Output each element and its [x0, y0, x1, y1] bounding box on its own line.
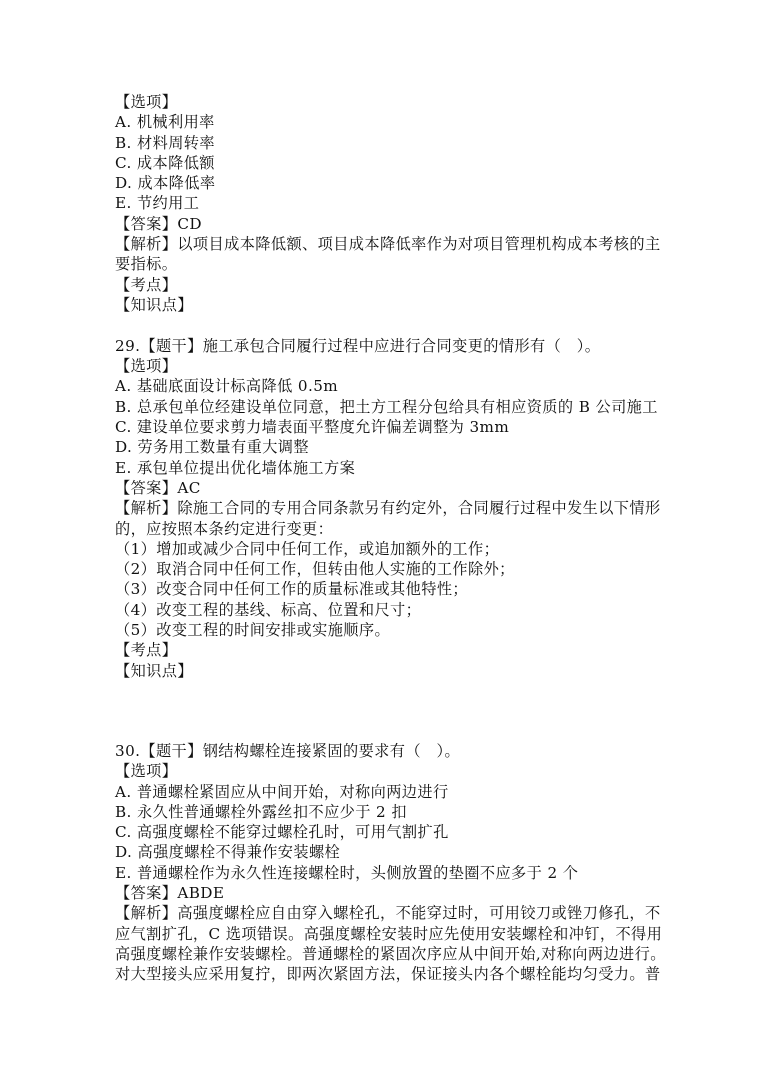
option-e: E. 承包单位提出优化墙体施工方案 — [115, 458, 356, 477]
analysis-line: （2）取消合同中任何工作，但转由他人实施的工作除外； — [115, 560, 515, 579]
option-e: E. 普通螺栓作为永久性连接螺栓时，头侧放置的垫圈不应多于 2 个 — [115, 863, 579, 882]
option-d: D. 成本降低率 — [115, 174, 216, 193]
option-c: C. 建设单位要求剪力墙表面平整度允许偏差调整为 3mm — [115, 418, 510, 437]
analysis-line: 【解析】以项目成本降低额、项目成本降低率作为对项目管理机构成本考核的主 — [115, 235, 661, 254]
answer: 【答案】CD — [115, 214, 202, 233]
analysis-line: 的，应按照本条约定进行变更： — [115, 519, 334, 538]
analysis-line: 要指标。 — [115, 255, 178, 274]
question-28 — [115, 92, 661, 315]
option-c: C. 成本降低额 — [115, 153, 215, 172]
option-c: C. 高强度螺栓不能穿过螺栓孔时，可用气割扩孔 — [115, 823, 449, 842]
question-stem: 30.【题干】钢结构螺栓连接紧固的要求有（ ）。 — [115, 741, 461, 760]
question-29 — [115, 336, 661, 681]
question-stem: 29.【题干】施工承包合同履行过程中应进行合同变更的情形有（ ）。 — [115, 336, 601, 355]
answer: 【答案】ABDE — [115, 883, 225, 902]
answer: 【答案】AC — [115, 478, 201, 497]
option-d: D. 高强度螺栓不得兼作安装螺栓 — [115, 843, 341, 862]
option-b: B. 总承包单位经建设单位同意，把土方工程分包给具有相应资质的 B 公司施工 — [115, 397, 658, 416]
analysis-line: 【解析】除施工合同的专用合同条款另有约定外，合同履行过程中发生以下情形 — [115, 499, 661, 518]
zhishidian-label: 【知识点】 — [115, 661, 193, 680]
option-d: D. 劳务用工数量有重大调整 — [115, 438, 309, 457]
option-b: B. 永久性普通螺栓外露丝扣不应少于 2 扣 — [115, 802, 407, 821]
option-a: A. 普通螺栓紧固应从中间开始，对称向两边进行 — [115, 782, 449, 801]
question-30 — [115, 741, 666, 985]
options-label: 【选项】 — [115, 357, 178, 376]
analysis-line: （3）改变合同中任何工作的质量标准或其他特性； — [115, 580, 468, 599]
analysis-line: （1）增加或减少合同中任何工作，或追加额外的工作； — [115, 539, 500, 558]
options-label: 【选项】 — [115, 93, 178, 111]
analysis-line: 应气割扩孔，C 选项错误。高强度螺栓安装时应先使用安装螺栓和冲钉，不得用 — [115, 924, 663, 943]
analysis-line: 【解析】高强度螺栓应自由穿入螺栓孔，不能穿过时，可用铰刀或锉刀修孔，不 — [115, 904, 661, 923]
analysis-line: 高强度螺栓兼作安装螺栓。普通螺栓的紧固次序应从中间开始,对称向两边进行。 — [115, 944, 666, 963]
document-page — [115, 92, 666, 984]
zhishidian-label: 【知识点】 — [115, 295, 193, 314]
option-b: B. 材料周转率 — [115, 133, 215, 152]
options-label: 【选项】 — [115, 762, 178, 781]
analysis-line: 对大型接头应采用复拧，即两次紧固方法，保证接头内各个螺栓能均匀受力。普 — [115, 965, 661, 984]
analysis-line: （5）改变工程的时间安排或实施顺序。 — [115, 621, 391, 640]
option-a: A. 基础底面设计标高降低 0.5m — [115, 377, 339, 396]
kaodian-label: 【考点】 — [115, 641, 178, 660]
analysis-line: （4）改变工程的基线、标高、位置和尺寸； — [115, 600, 422, 619]
kaodian-label: 【考点】 — [115, 275, 178, 294]
option-a: A. 机械利用率 — [115, 113, 215, 132]
option-e: E. 节约用工 — [115, 194, 200, 213]
